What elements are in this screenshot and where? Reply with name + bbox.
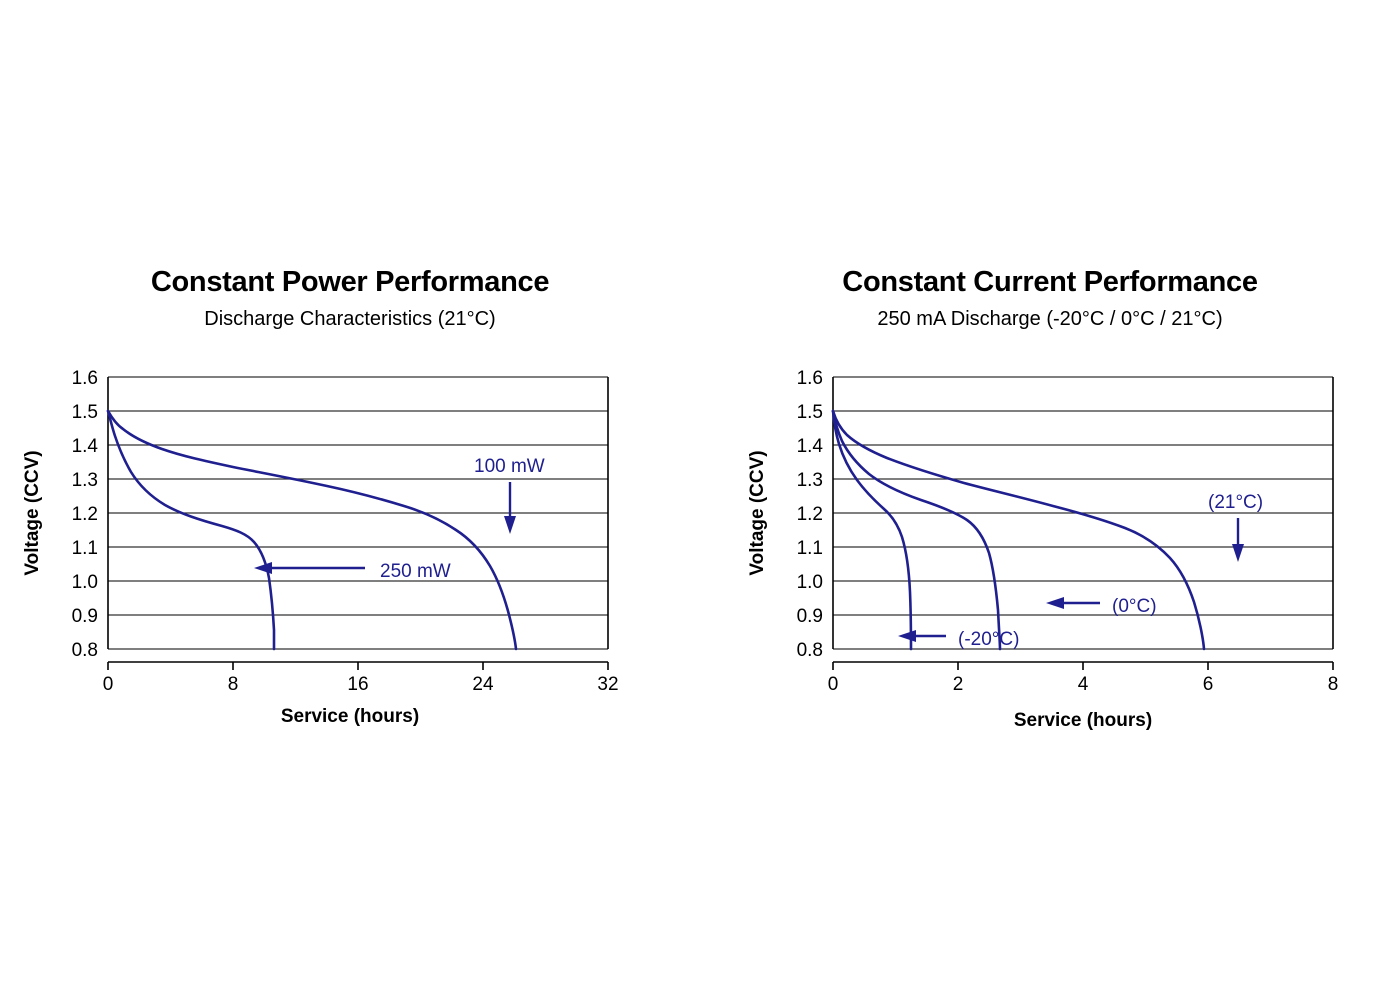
series-label-minus20c: (-20°C) (958, 629, 1020, 650)
x-tick-label: 16 (347, 674, 369, 695)
arrow-100mw (504, 482, 516, 534)
y-tick-label: 1.4 (71, 436, 98, 457)
x-tick-label: 24 (472, 674, 494, 695)
x-tick-labels-right (828, 674, 1339, 695)
series-label-0c: (0°C) (1112, 596, 1157, 617)
chart-plot-right (700, 0, 1400, 1000)
y-tick-label: 1.1 (796, 538, 823, 559)
y-tick-label: 1.1 (71, 538, 98, 559)
axes-right (833, 377, 1333, 670)
y-tick-label: 1.2 (796, 504, 823, 525)
x-tick-label: 8 (1327, 674, 1339, 695)
arrow-21c (1232, 518, 1244, 562)
y-tick-labels-right (797, 368, 824, 661)
arrow-0c (1046, 597, 1100, 609)
curve-100mw (108, 411, 516, 649)
y-tick-label: 1.4 (796, 436, 823, 457)
chart-subtitle-right: 250 mA Discharge (-20°C / 0°C / 21°C) (877, 308, 1223, 330)
curve-0c (833, 411, 1000, 649)
page-title-left: Constant Power Performance (150, 266, 550, 298)
y-tick-label: 1.0 (796, 572, 823, 593)
y-axis-title-right: Voltage (CCV) (747, 450, 768, 576)
y-axis-title-left: Voltage (CCV) (22, 450, 43, 576)
x-tick-label: 4 (1077, 674, 1089, 695)
y-tick-labels-left (72, 368, 99, 661)
x-axis-title-left: Service (hours) (280, 706, 420, 727)
y-tick-label: 1.3 (796, 470, 823, 491)
x-axis-title-right: Service (hours) (1013, 710, 1153, 731)
y-tick-label: 0.9 (796, 606, 823, 627)
curve-250mw (108, 411, 274, 649)
x-tick-label: 8 (227, 674, 239, 695)
y-tick-label: 1.0 (71, 572, 98, 593)
y-tick-label: 0.8 (796, 640, 823, 661)
arrow-250mw (254, 562, 365, 574)
series-label-21c: (21°C) (1208, 492, 1264, 513)
y-tick-label: 1.6 (71, 368, 98, 389)
x-tick-labels-left (103, 674, 619, 695)
axes-left (108, 377, 608, 670)
y-tick-label: 1.2 (71, 504, 98, 525)
y-tick-label: 1.6 (796, 368, 823, 389)
arrow-minus20c (898, 630, 946, 642)
x-tick-label: 32 (597, 674, 619, 695)
y-tick-label: 1.5 (71, 402, 98, 423)
x-tick-label: 0 (102, 674, 114, 695)
page-title-right: Constant Current Performance (842, 266, 1258, 298)
y-tick-label: 0.9 (71, 606, 98, 627)
series-label-100mw: 100 mW (474, 456, 545, 477)
chart-panel-constant-current (700, 0, 1400, 1000)
x-tick-label: 6 (1202, 674, 1214, 695)
x-tick-label: 2 (952, 674, 964, 695)
y-tick-label: 1.5 (796, 402, 823, 423)
x-tick-label: 0 (827, 674, 839, 695)
y-tick-label: 0.8 (71, 640, 98, 661)
y-tick-label: 1.3 (71, 470, 98, 491)
chart-subtitle-left: Discharge Characteristics (21°C) (204, 308, 496, 330)
series-label-250mw: 250 mW (380, 561, 451, 582)
